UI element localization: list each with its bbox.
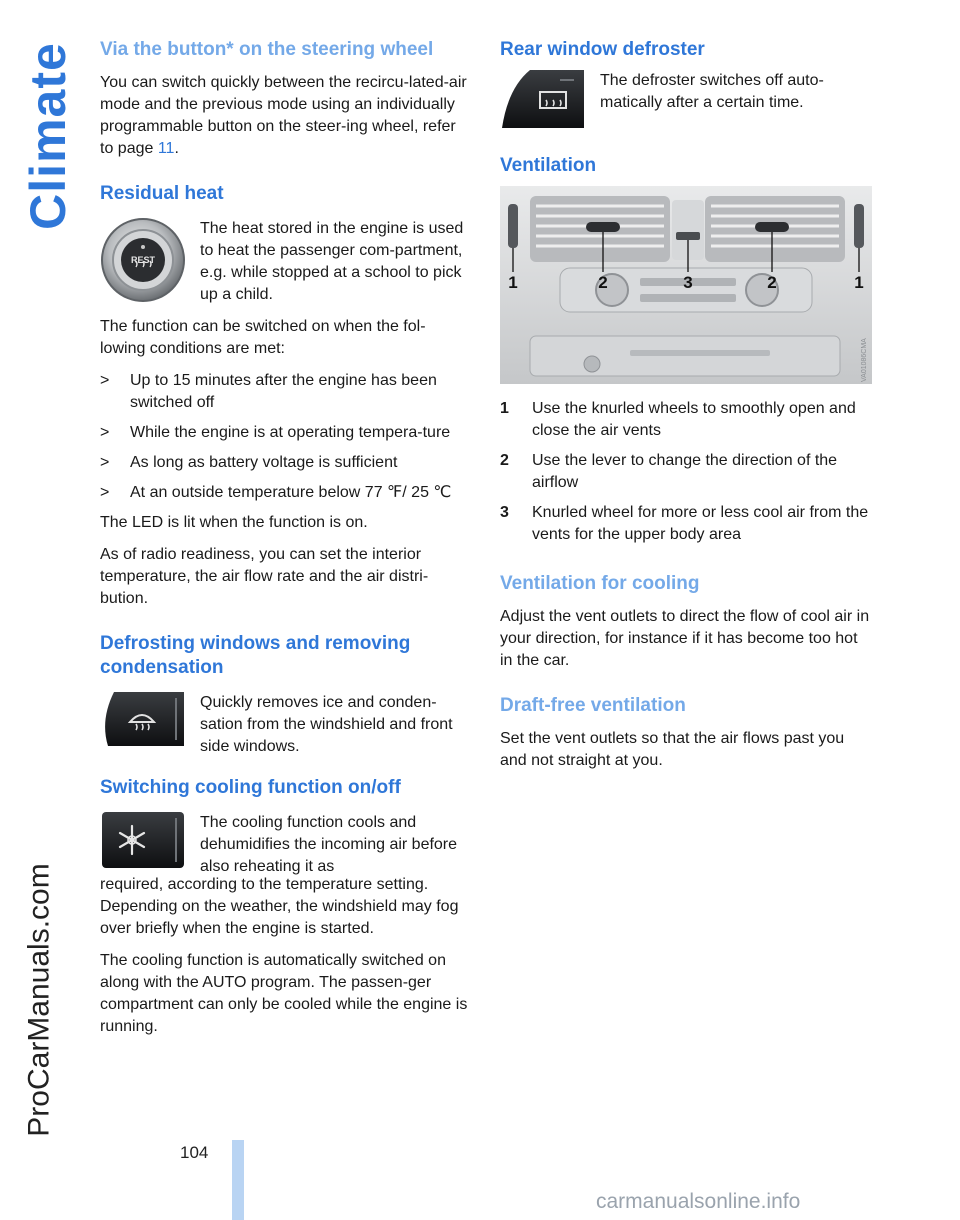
right-column [500,38,872,772]
chapter-title-vertical [18,36,78,236]
steering-button-heading: Via the button* on the steering wheel [100,39,434,60]
source-watermark: ProCarManuals.com [23,863,56,1137]
rear-window-defrost-icon [500,68,586,130]
left-column [100,38,468,1038]
list-item: 2 Use the lever to change the direction of the airflow [500,452,838,491]
cooling-side-text: The cooling function cools and dehumidifies the incoming air before also reheating it as [200,814,458,875]
ventilation-legend [500,398,872,546]
residual-heat-heading: Residual heat [100,183,224,204]
defrost-block [100,690,468,758]
cooling-auto-text: The cooling function is automatically switched on along with the AUTO program. The passen-ger compartment can only be cooled while the engine is running. [100,952,468,1035]
callout-label: 2 [767,273,777,292]
callout-label: 3 [683,273,693,292]
radio-readiness-text: As of radio readiness, you can set the interior temperature, the air flow rate and the air distri-bution. [100,546,429,607]
list-item: > As long as battery voltage is sufficient [100,454,398,471]
page-number: 104 [180,1143,209,1162]
led-text: The LED is lit when the function is on. [100,514,368,531]
rear-defroster-side-text: The defroster switches off auto-matically after a certain time. [600,72,824,111]
list-item: > At an outside temperature below 77 ℉/ 25 ℃ [100,484,452,501]
callout-label: 2 [598,273,608,292]
rear-defroster-heading: Rear window defroster [500,39,705,60]
cooling-vent-heading: Ventilation for cooling [500,573,700,594]
cooling-continued-text: required, according to the temperature setting. Depending on the weather, the windshield may fog over briefly when the engine is started. [100,876,459,937]
cooling-heading: Switching cooling function on/off [100,777,401,798]
svg-text:REST: REST [130,255,156,265]
steering-button-text: You can switch quickly between the recircu-lated-air mode and the previous mode using an individually programmable button on the steer-ing wheel, refer to page 11. [100,74,467,157]
rear-defroster-block [500,68,872,134]
draft-free-heading: Draft-free ventilation [500,695,686,716]
defrost-heading: Defrosting windows and removing condensation [100,633,411,678]
conditions-list [100,370,468,504]
cooling-block [100,810,468,878]
chapter-title: Climate [20,42,76,230]
dashboard-vents-illustration [500,186,872,384]
residual-heat-side-text: The heat stored in the engine is used to heat the passenger com-partment, e.g. while stopped at a school to pick up a child. [200,220,464,303]
defrost-side-text: Quickly removes ice and conden-sation from the windshield and front side windows. [200,694,453,755]
page-link[interactable]: 11 [157,140,175,157]
draft-free-text: Set the vent outlets so that the air flows past you and not straight at you. [500,730,845,769]
site-watermark: carmanualsonline.info [596,1190,801,1213]
list-item: > While the engine is at operating tempera-ture [100,424,451,441]
conditions-intro: The function can be switched on when the fol-lowing conditions are met: [100,318,426,357]
callout-label: 1 [508,273,518,292]
residual-heat-button-icon [100,216,186,304]
residual-heat-block [100,216,468,306]
source-watermark-vertical [20,830,60,1170]
ventilation-heading: Ventilation [500,155,597,176]
figure-code: VA01086CMA [861,338,868,382]
snowflake-icon [100,810,186,870]
page-number-bar [232,1140,244,1220]
list-item: > Up to 15 minutes after the engine has been switched off [100,372,437,411]
list-item: 1 Use the knurled wheels to smoothly open and close the air vents [500,400,856,439]
list-item: 3 Knurled wheel for more or less cool air from the vents for the upper body area [500,504,869,543]
windshield-defrost-icon [100,690,186,748]
ventilation-figure [500,186,872,384]
callout-label: 1 [854,273,864,292]
cooling-vent-text: Adjust the vent outlets to direct the flow of cool air in your direction, for instance if it has become too hot in the car. [500,608,870,669]
